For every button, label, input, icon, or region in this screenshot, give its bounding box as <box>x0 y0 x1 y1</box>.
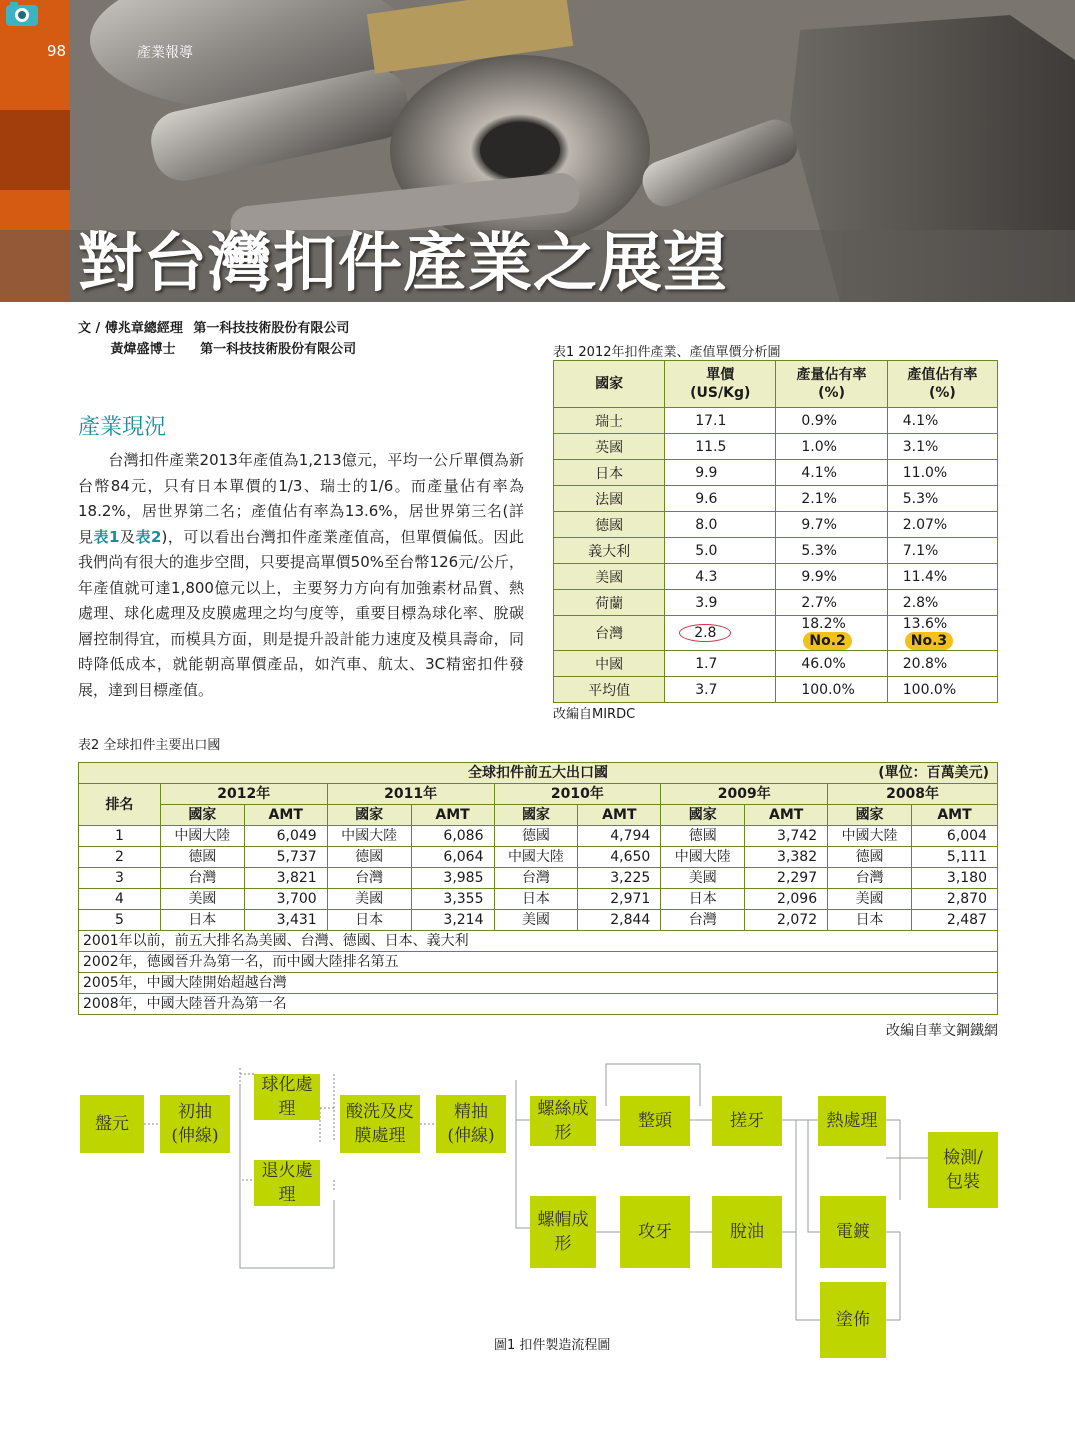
amt-cell: 3,355 <box>411 889 494 910</box>
country-cell: 台灣 <box>327 868 411 889</box>
table1-cell-value: 2.8% <box>902 594 939 611</box>
table2-row <box>79 868 998 889</box>
node-coating: 塗佈 <box>820 1282 886 1358</box>
table1-cell <box>665 677 776 703</box>
country-header: 國家 <box>327 805 411 826</box>
table1-cell <box>776 434 887 460</box>
country-cell: 日本 <box>828 910 912 931</box>
amt-cell: 3,431 <box>244 910 327 931</box>
table1-cell-value: 2.7% <box>801 594 837 611</box>
table1-cell-value: 13.6% <box>902 616 948 632</box>
amt-cell: 3,700 <box>244 889 327 910</box>
amt-cell: 2,870 <box>912 889 998 910</box>
table1-cell-value: 7.1% <box>902 542 939 559</box>
node-plating: 電鍍 <box>820 1196 886 1268</box>
table2-title-row <box>79 763 998 784</box>
country-cell: 德國 <box>661 826 745 847</box>
byline <box>78 318 356 360</box>
table1-cell <box>554 616 665 651</box>
flow-diagram <box>0 1050 1075 1380</box>
table1-cell-value: 5.3% <box>902 490 939 507</box>
table1-cell-value: 46.0% <box>801 655 846 672</box>
amt-cell: 5,111 <box>912 847 998 868</box>
table1-cell <box>887 408 997 434</box>
table1-row <box>554 512 998 538</box>
amt-cell: 3,214 <box>411 910 494 931</box>
table1-row <box>554 616 998 651</box>
table1-header: 單價 (US/Kg) <box>665 361 776 408</box>
table1-cell-value: 100.0% <box>801 681 855 698</box>
highlight-ring: 2.8 <box>679 624 731 642</box>
table1-cell <box>887 538 997 564</box>
table1-cell-value: 4.1% <box>902 412 939 429</box>
country-cell: 中國大陸 <box>327 826 411 847</box>
table1-source: 改編自MIRDC <box>553 707 636 722</box>
body-join: 及 <box>119 527 136 546</box>
table1-cell-value: 法國 <box>595 491 624 508</box>
table1-cell-value: 義大利 <box>588 543 631 560</box>
table1-cell-value: 11.0% <box>902 464 948 481</box>
amt-cell: 2,971 <box>578 889 661 910</box>
table1-cell-value: 4.1% <box>801 464 837 481</box>
amt-cell: 3,821 <box>244 868 327 889</box>
table1-header: 國家 <box>554 361 665 408</box>
rank-cell: 4 <box>79 889 161 910</box>
country-cell: 日本 <box>661 889 745 910</box>
node-rough-drawing: 初抽 (伸線) <box>160 1095 230 1153</box>
country-cell: 日本 <box>494 889 578 910</box>
table1-cell-value: 8.0 <box>695 516 718 533</box>
year-header: 2012年 <box>160 784 327 805</box>
node-heat-treatment: 熱處理 <box>818 1096 886 1146</box>
amt-cell: 6,049 <box>244 826 327 847</box>
table1-cell <box>554 677 665 703</box>
table1-cell-value: 4.3 <box>695 568 718 585</box>
table2-note: 2008年，中國大陸晉升為第一名 <box>79 994 998 1015</box>
table1-cell-value: 德國 <box>595 517 624 534</box>
table2-note: 2005年，中國大陸開始超越台灣 <box>79 973 998 994</box>
camera-icon <box>0 0 44 28</box>
table2-source: 改編自華文鋼鐵網 <box>886 1023 998 1039</box>
country-header: 國家 <box>828 805 912 826</box>
amt-cell: 2,844 <box>578 910 661 931</box>
table1-cell <box>665 434 776 460</box>
rank-cell: 2 <box>79 847 161 868</box>
table1-cell <box>776 408 887 434</box>
country-cell: 美國 <box>661 868 745 889</box>
country-cell: 台灣 <box>494 868 578 889</box>
table1-cell <box>554 538 665 564</box>
country-cell: 台灣 <box>661 910 745 931</box>
rank-cell: 3 <box>79 868 161 889</box>
year-header: 2009年 <box>661 784 828 805</box>
amt-header: AMT <box>578 805 661 826</box>
amt-header: AMT <box>745 805 828 826</box>
table1-cell-value: 100.0% <box>902 681 957 698</box>
table1-row <box>554 460 998 486</box>
table1-ref[interactable]: 表1 <box>93 527 120 546</box>
table1-row <box>554 651 998 677</box>
node-screw-forming: 螺絲成形 <box>530 1096 596 1146</box>
amt-header: AMT <box>244 805 327 826</box>
amt-cell: 6,086 <box>411 826 494 847</box>
table1-row <box>554 408 998 434</box>
table1-cell-value: 中國 <box>595 656 624 673</box>
table1-cell <box>887 590 997 616</box>
table1-cell-value: 美國 <box>595 569 624 586</box>
table1-cell <box>776 616 887 651</box>
table1-cell-value: 平均值 <box>588 682 631 699</box>
table1-cell <box>887 564 997 590</box>
author-2-org: 第一科技技術股份有限公司 <box>200 342 357 357</box>
country-header: 國家 <box>494 805 578 826</box>
table2 <box>78 762 998 1015</box>
table1-cell-value: 9.9% <box>801 568 837 585</box>
hero-banner <box>0 0 1075 302</box>
table1-cell <box>887 512 997 538</box>
year-header: 2011年 <box>327 784 494 805</box>
amt-header: AMT <box>411 805 494 826</box>
node-annealing: 退火處理 <box>254 1160 320 1206</box>
amt-cell: 5,737 <box>244 847 327 868</box>
amt-cell: 2,072 <box>745 910 828 931</box>
table1-cell-value: 2.07% <box>902 516 948 533</box>
table1-cell <box>554 590 665 616</box>
table1-cell-value: 2.1% <box>801 490 837 507</box>
body-text-part-1: 台灣扣件產業2013年產值為1,213億元，平均一公斤單價為新台幣84元，只有日本單價的1/3、瑞士的1/6。而產量佔有率為18.2%，居世界第二名；產值佔有率為13.6%，居世界第三名(詳見 <box>78 451 524 546</box>
table1-cell <box>887 651 997 677</box>
table2-row <box>79 847 998 868</box>
table1-cell-value: 20.8% <box>902 655 948 672</box>
table2-unit: (單位：百萬美元) <box>878 765 989 781</box>
amt-cell: 6,064 <box>411 847 494 868</box>
node-inspect-pack: 檢測/ 包裝 <box>928 1132 998 1208</box>
section-label: 產業報導 <box>137 45 193 61</box>
table2-title: 全球扣件前五大出口國 <box>468 765 608 781</box>
table1-cell <box>554 564 665 590</box>
country-cell: 美國 <box>828 889 912 910</box>
country-cell: 中國大陸 <box>494 847 578 868</box>
country-cell: 中國大陸 <box>828 826 912 847</box>
table1-cell <box>554 512 665 538</box>
amt-cell: 3,225 <box>578 868 661 889</box>
table1-row <box>554 538 998 564</box>
table1-row <box>554 434 998 460</box>
table1-caption: 表1 2012年扣件產業、產值單價分析圖 <box>553 345 781 360</box>
table1-cell-value: 日本 <box>595 465 624 482</box>
country-cell: 德國 <box>828 847 912 868</box>
amt-cell: 4,650 <box>578 847 661 868</box>
country-cell: 美國 <box>160 889 244 910</box>
amt-cell: 2,487 <box>912 910 998 931</box>
amt-cell: 3,180 <box>912 868 998 889</box>
rank-badge: No.3 <box>905 632 953 650</box>
table1-cell-value: 3.7 <box>695 681 718 698</box>
amt-header: AMT <box>912 805 998 826</box>
table1-cell <box>776 486 887 512</box>
table1-cell-value: 17.1 <box>695 412 727 429</box>
amt-cell: 3,985 <box>411 868 494 889</box>
table1-row <box>554 590 998 616</box>
table1-cell <box>665 616 776 651</box>
rank-header: 排名 <box>79 784 161 826</box>
table1-cell-value: 英國 <box>595 439 624 456</box>
node-spheroidizing: 球化處理 <box>254 1074 320 1120</box>
node-thread-rolling: 搓牙 <box>712 1096 782 1146</box>
table1 <box>553 360 998 703</box>
country-cell: 台灣 <box>160 868 244 889</box>
table1-header: 產值佔有率 (%) <box>887 361 997 408</box>
node-nut-forming: 螺帽成形 <box>530 1196 596 1268</box>
rank-badge: No.2 <box>803 632 851 650</box>
country-cell: 德國 <box>160 847 244 868</box>
table1-cell-value: 11.5 <box>695 438 727 455</box>
node-fine-drawing: 精抽 (伸線) <box>436 1095 506 1153</box>
table1-cell-value: 1.0% <box>801 438 837 455</box>
table1-cell <box>665 460 776 486</box>
amt-cell: 6,004 <box>912 826 998 847</box>
country-cell: 中國大陸 <box>661 847 745 868</box>
table1-cell <box>554 460 665 486</box>
table1-cell-value: 荷蘭 <box>595 595 624 612</box>
table1-cell-value: 3.1% <box>902 438 939 455</box>
node-degreasing: 脫油 <box>712 1196 782 1268</box>
node-pickling-coating: 酸洗及皮 膜處理 <box>340 1095 420 1153</box>
table1-cell-value: 台灣 <box>595 626 624 642</box>
rank-cell: 1 <box>79 826 161 847</box>
section-heading: 產業現況 <box>78 415 167 440</box>
author-2: 黃煒盛博士 <box>110 342 176 357</box>
byline-prefix: 文 / <box>78 321 101 336</box>
table1-cell <box>776 651 887 677</box>
table1-cell <box>887 460 997 486</box>
table1-cell-value: 9.6 <box>695 490 718 507</box>
table2-row <box>79 910 998 931</box>
body-paragraph <box>78 448 524 703</box>
table2-caption: 表2 全球扣件主要出口國 <box>78 738 221 753</box>
table1-cell <box>887 434 997 460</box>
author-1: 傅兆章總經理 <box>104 321 183 336</box>
year-header: 2008年 <box>828 784 998 805</box>
table1-cell <box>665 538 776 564</box>
table1-cell <box>776 564 887 590</box>
amt-cell: 3,382 <box>745 847 828 868</box>
table2-ref[interactable]: 表2 <box>135 527 162 546</box>
table1-cell-value: 5.0 <box>695 542 718 559</box>
author-1-org: 第一科技技術股份有限公司 <box>193 321 350 336</box>
table1-cell-value: 5.3% <box>801 542 837 559</box>
table2-row <box>79 889 998 910</box>
table1-cell <box>776 512 887 538</box>
amt-cell: 2,096 <box>745 889 828 910</box>
table1-cell <box>887 677 997 703</box>
amt-cell: 2,297 <box>745 868 828 889</box>
table1-cell <box>665 564 776 590</box>
table1-cell <box>554 408 665 434</box>
table1-cell <box>554 434 665 460</box>
table1-cell <box>665 590 776 616</box>
table2-row <box>79 826 998 847</box>
table1-header: 產量佔有率 (%) <box>776 361 887 408</box>
table1-cell <box>665 408 776 434</box>
country-cell: 日本 <box>327 910 411 931</box>
country-cell: 德國 <box>494 826 578 847</box>
country-cell: 日本 <box>160 910 244 931</box>
table1-cell <box>554 486 665 512</box>
table1-cell <box>776 677 887 703</box>
table1-row <box>554 486 998 512</box>
country-header: 國家 <box>661 805 745 826</box>
table1-cell <box>665 651 776 677</box>
table1-cell <box>665 486 776 512</box>
table1-cell-value: 11.4% <box>902 568 948 585</box>
node-wire-rod: 盤元 <box>80 1095 144 1153</box>
table1-cell-value: 9.7% <box>801 516 837 533</box>
table1-cell <box>776 538 887 564</box>
country-cell: 美國 <box>327 889 411 910</box>
table1-cell-value: 瑞士 <box>595 413 624 430</box>
figure-caption: 圖1 扣件製造流程圖 <box>494 1338 611 1353</box>
table1-cell <box>665 512 776 538</box>
table1-row <box>554 677 998 703</box>
node-heading: 整頭 <box>620 1096 690 1146</box>
amt-cell: 4,794 <box>578 826 661 847</box>
table1-cell <box>887 486 997 512</box>
table1-cell <box>887 616 997 651</box>
table1-cell-value: 0.9% <box>801 412 837 429</box>
table1-row <box>554 564 998 590</box>
table1-cell <box>554 651 665 677</box>
table1-cell <box>776 590 887 616</box>
rank-cell: 5 <box>79 910 161 931</box>
year-header: 2010年 <box>494 784 661 805</box>
table1-cell-value: 3.9 <box>695 594 718 611</box>
table1-cell-value: 9.9 <box>695 464 718 481</box>
country-cell: 美國 <box>494 910 578 931</box>
country-cell: 中國大陸 <box>160 826 244 847</box>
country-header: 國家 <box>160 805 244 826</box>
table1-cell-value: 18.2% <box>801 616 846 632</box>
table1-cell <box>776 460 887 486</box>
amt-cell: 3,742 <box>745 826 828 847</box>
table2-note: 2002年，德國晉升為第一名，而中國大陸排名第五 <box>79 952 998 973</box>
body-text-part-2: )，可以看出台灣扣件產業產值高，但單價偏低。因此我們尚有很大的進步空間，只要提高單價50%至台幣126元/公斤，年產值就可達1,800億元以上，主要努力方向有加強素材品質、熱處理、球化處理及皮膜處理之均勻度等，重要目標為球化率、脫碳層控制得宜，而模具方面，則是提升設計能力速度及模具壽命，同時降低成本，就能朝高單價產品，如汽車、航太、3C精密扣件發展，達到目標產值。 <box>78 527 525 699</box>
country-cell: 德國 <box>327 847 411 868</box>
page-number: 98 <box>47 42 67 60</box>
article-title: 對台灣扣件產業之展望 <box>78 226 728 301</box>
country-cell: 台灣 <box>828 868 912 889</box>
node-tapping: 攻牙 <box>620 1196 690 1268</box>
table2-note: 2001年以前，前五大排名為美國、台灣、德國、日本、義大利 <box>79 931 998 952</box>
table1-cell-value: 1.7 <box>695 655 718 672</box>
